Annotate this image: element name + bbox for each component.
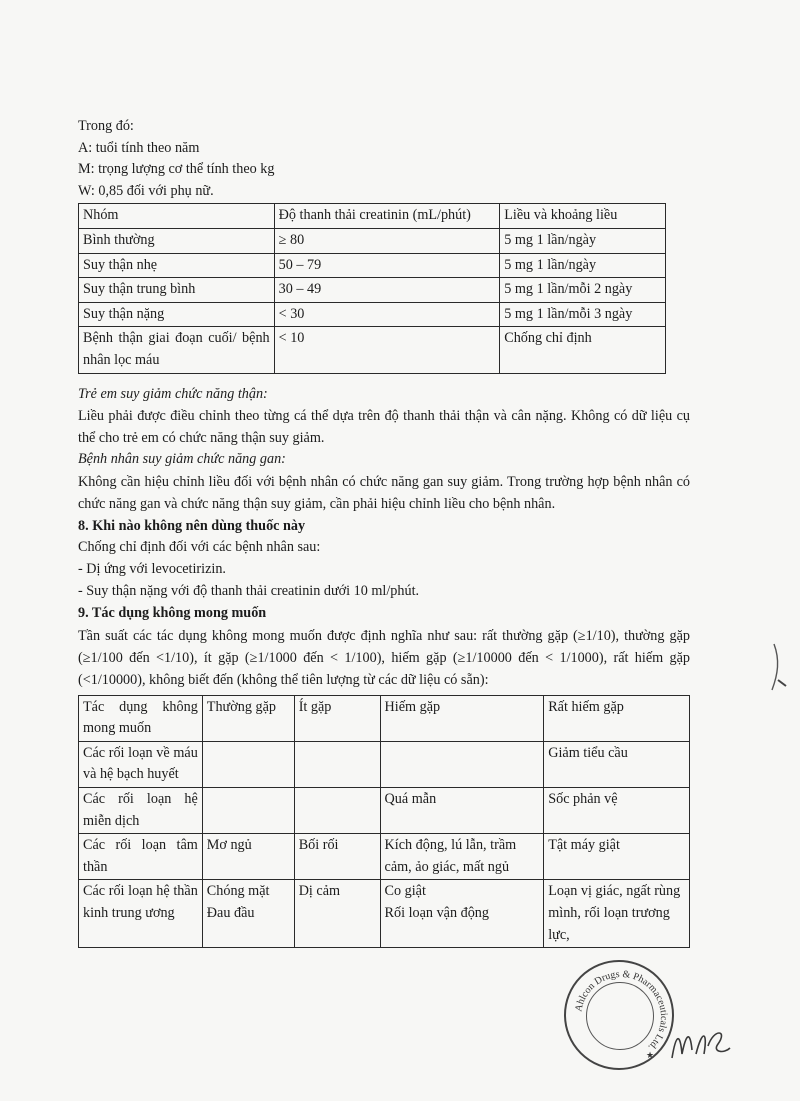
intro-line-1: Trong đó: — [78, 118, 134, 134]
table-header-cell: Liều và khoảng liều — [500, 204, 666, 229]
table-cell: Chống chỉ định — [500, 327, 666, 373]
table-cell: ≥ 80 — [274, 228, 500, 253]
table-row — [79, 253, 666, 278]
table-cell: Suy thận trung bình — [79, 278, 275, 303]
table-cell: Bối rối — [294, 834, 380, 880]
table-cell: Các rối loạn hệ thần kinh trung ương — [79, 880, 203, 948]
scan-margin-mark — [768, 640, 792, 700]
table-cell: Các rối loạn tâm thần — [79, 834, 203, 880]
contraindication-item: - Dị ứng với levocetirizin. — [78, 560, 226, 577]
svg-text:Ahlcon Drugs & Pharmaceuticals — [573, 969, 669, 1053]
table-cell: 5 mg 1 lần/mỗi 2 ngày — [500, 278, 666, 303]
table-cell: Quá mẫn — [380, 788, 544, 834]
table-cell: Suy thận nặng — [79, 302, 275, 327]
table-row — [79, 880, 690, 948]
renal-dose-table — [78, 203, 666, 373]
table-header-cell: Rất hiếm gặp — [544, 695, 690, 741]
table-cell: Tật máy giật — [544, 834, 690, 880]
document-page — [78, 116, 690, 948]
table-header-row — [79, 695, 690, 741]
liver-text: Không cần hiệu chỉnh liều đối với bệnh nhân có chức năng gan suy giảm. Trong trường hợp bệnh nhân có chức năng gan và chức năng thận suy giảm, cần phải hiệu chỉnh liều cho bệnh nhân. — [78, 473, 690, 512]
handwritten-signature — [668, 1024, 734, 1064]
table-header-cell: Ít gặp — [294, 695, 380, 741]
table-cell: Kích động, lú lẫn, trầm cảm, ảo giác, mất ngủ — [380, 834, 544, 880]
table-row — [79, 228, 666, 253]
table-cell: 30 – 49 — [274, 278, 500, 303]
section-9-text: Tần suất các tác dụng không mong muốn được định nghĩa như sau: rất thường gặp (≥1/10), thường gặp (≥1/100 đến <1/10), ít gặp (≥1/1000 đến < 1/100), hiếm gặp (≥1/10000 đến < 1/1000), rất hiếm gặp (<1/10000), không biết đến (không thể tiên lượng từ các dữ liệu có sẵn): — [78, 627, 690, 688]
table-cell: Bình thường — [79, 228, 275, 253]
table-cell — [294, 788, 380, 834]
table-cell: Dị cảm — [294, 880, 380, 948]
table-cell: Suy thận nhẹ — [79, 253, 275, 278]
table-cell: 50 – 79 — [274, 253, 500, 278]
company-seal — [564, 960, 674, 1070]
table-cell: 5 mg 1 lần/ngày — [500, 228, 666, 253]
children-subtitle: Trẻ em suy giảm chức năng thận: — [78, 385, 268, 402]
table-cell: Mơ ngủ — [202, 834, 294, 880]
intro-line-4: W: 0,85 đối với phụ nữ. — [78, 182, 214, 199]
contraindication-item: - Suy thận nặng với độ thanh thải creatinin dưới 10 ml/phút. — [78, 582, 420, 599]
liver-subtitle: Bệnh nhân suy giảm chức năng gan: — [78, 451, 286, 468]
children-text: Liều phải được điều chỉnh theo từng cá thể dựa trên độ thanh thải thận và cân nặng. Không có dữ liệu cụ thể cho trẻ em có chức năng thận suy giảm. — [78, 408, 690, 447]
table-cell: Chóng mặt Đau đầu — [202, 880, 294, 948]
table-cell: 5 mg 1 lần/ngày — [500, 253, 666, 278]
table-cell: Các rối loạn hệ miễn dịch — [79, 788, 203, 834]
table-header-cell: Thường gặp — [202, 695, 294, 741]
table-cell: Bệnh thận giai đoạn cuối/ bệnh nhân lọc máu — [79, 327, 275, 373]
table-cell — [202, 788, 294, 834]
section-8-intro: Chống chỉ định đối với các bệnh nhân sau: — [78, 539, 321, 556]
table-header-cell: Hiếm gặp — [380, 695, 544, 741]
intro-line-3: M: trọng lượng cơ thể tính theo kg — [78, 161, 275, 178]
star-icon: ★ — [646, 1050, 655, 1060]
table-cell: Giảm tiểu cầu — [544, 741, 690, 787]
seal-text: Ahlcon Drugs & Pharmaceuticals Ltd. — [573, 968, 670, 1053]
table-cell: 5 mg 1 lần/mỗi 3 ngày — [500, 302, 666, 327]
table-row — [79, 741, 690, 787]
table-cell: Loạn vị giác, ngất rùng mình, rối loạn trương lực, — [544, 880, 690, 948]
table-row — [79, 834, 690, 880]
table-cell: Co giật Rối loạn vận động — [380, 880, 544, 948]
table-header-row — [79, 204, 666, 229]
table-cell: Sốc phản vệ — [544, 788, 690, 834]
table-cell — [294, 741, 380, 787]
table-cell: < 30 — [274, 302, 500, 327]
table-cell — [202, 741, 294, 787]
intro-line-2: A: tuổi tính theo năm — [78, 139, 200, 156]
table-row — [79, 278, 666, 303]
table-row — [79, 788, 690, 834]
table-cell: Các rối loạn về máu và hệ bạch huyết — [79, 741, 203, 787]
table-cell: < 10 — [274, 327, 500, 373]
section-8-heading: 8. Khi nào không nên dùng thuốc này — [78, 517, 306, 534]
table-header-cell: Độ thanh thải creatinin (mL/phút) — [274, 204, 500, 229]
table-header-cell: Tác dụng không mong muốn — [79, 695, 203, 741]
adverse-effects-table — [78, 695, 690, 949]
section-9-heading: 9. Tác dụng không mong muốn — [78, 605, 267, 622]
table-cell — [380, 741, 544, 787]
table-row — [79, 327, 666, 373]
table-header-cell: Nhóm — [79, 204, 275, 229]
seal-text-ring — [566, 962, 676, 1072]
table-row — [79, 302, 666, 327]
